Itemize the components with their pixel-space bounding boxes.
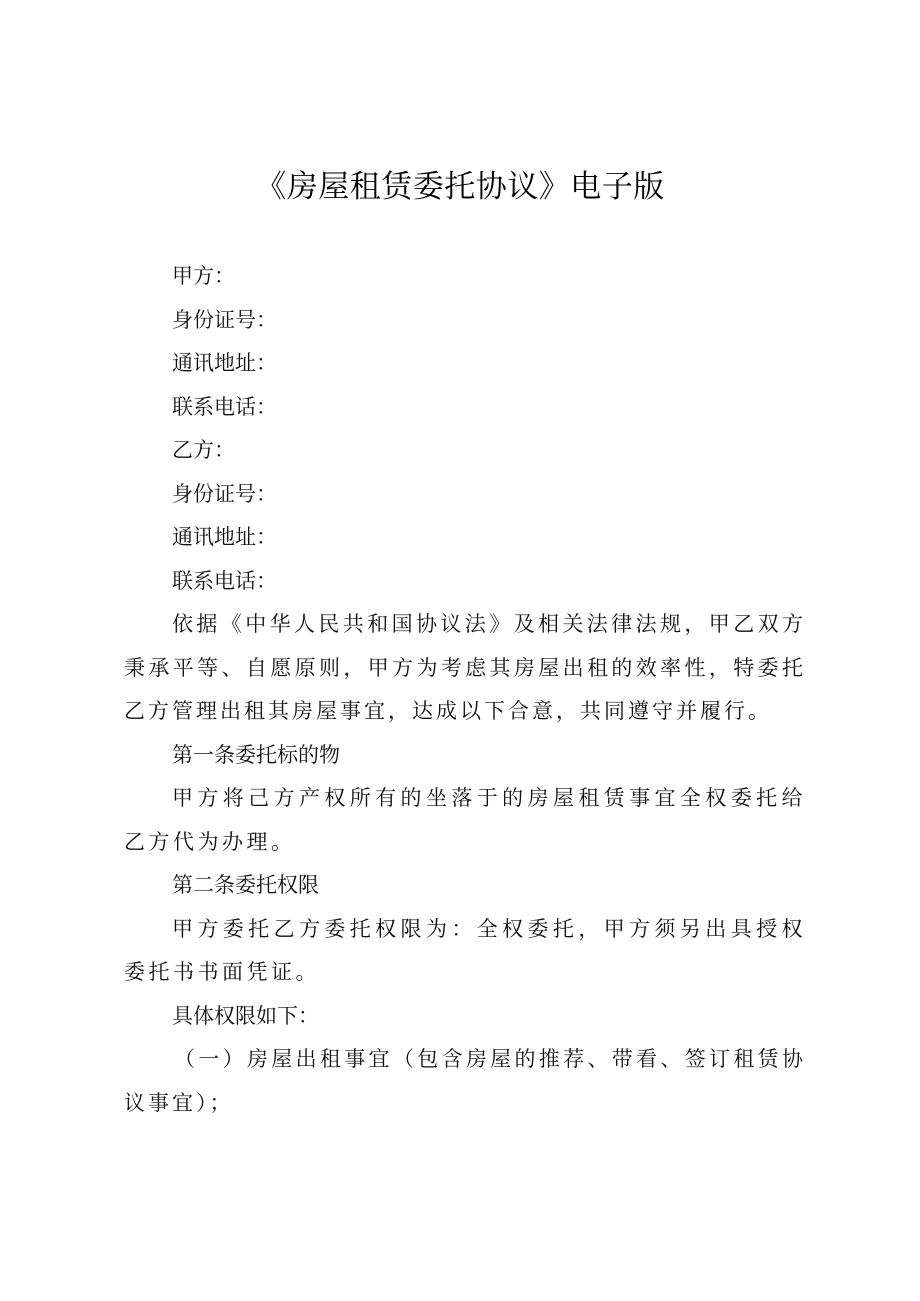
party-a-id-label: 身份证号：: [172, 307, 277, 332]
party-a-address-label: 通讯地址：: [172, 351, 277, 375]
document-title: 《房屋租赁委托协议》电子版: [255, 169, 665, 205]
party-b-phone-label: 联系电话：: [172, 568, 277, 593]
party-a-phone-label: 联系电话：: [172, 394, 277, 419]
article-1-heading: 第一条委托标的物: [172, 742, 340, 767]
article-2-item-1: （一）房屋出租事宜（包含房屋的推荐、带看、签订租赁协议事宜）；: [124, 1047, 806, 1115]
article-2-heading: 第二条委托权限: [172, 873, 319, 897]
document-body: [124, 255, 806, 1125]
party-b-id-label: 身份证号：: [172, 481, 277, 506]
article-2-subheading: 具体权限如下：: [172, 1003, 319, 1028]
party-b-address-label: 通讯地址：: [172, 525, 277, 549]
article-2-text: 甲方委托乙方委托权限为：全权委托，甲方须另出具授权委托书书面凭证。: [124, 916, 806, 984]
party-b-label: 乙方：: [172, 438, 235, 462]
preamble-paragraph: 依据《中华人民共和国协议法》及相关法律法规，甲乙双方秉承平等、自愿原则，甲方为考虑其房屋出租的效率性，特委托乙方管理出租其房屋事宜，达成以下合意，共同遵守并履行。: [124, 612, 806, 723]
article-1-text: 甲方将己方产权所有的坐落于的房屋租赁事宜全权委托给乙方代为办理。: [124, 786, 806, 854]
party-a-label: 甲方：: [172, 264, 235, 288]
